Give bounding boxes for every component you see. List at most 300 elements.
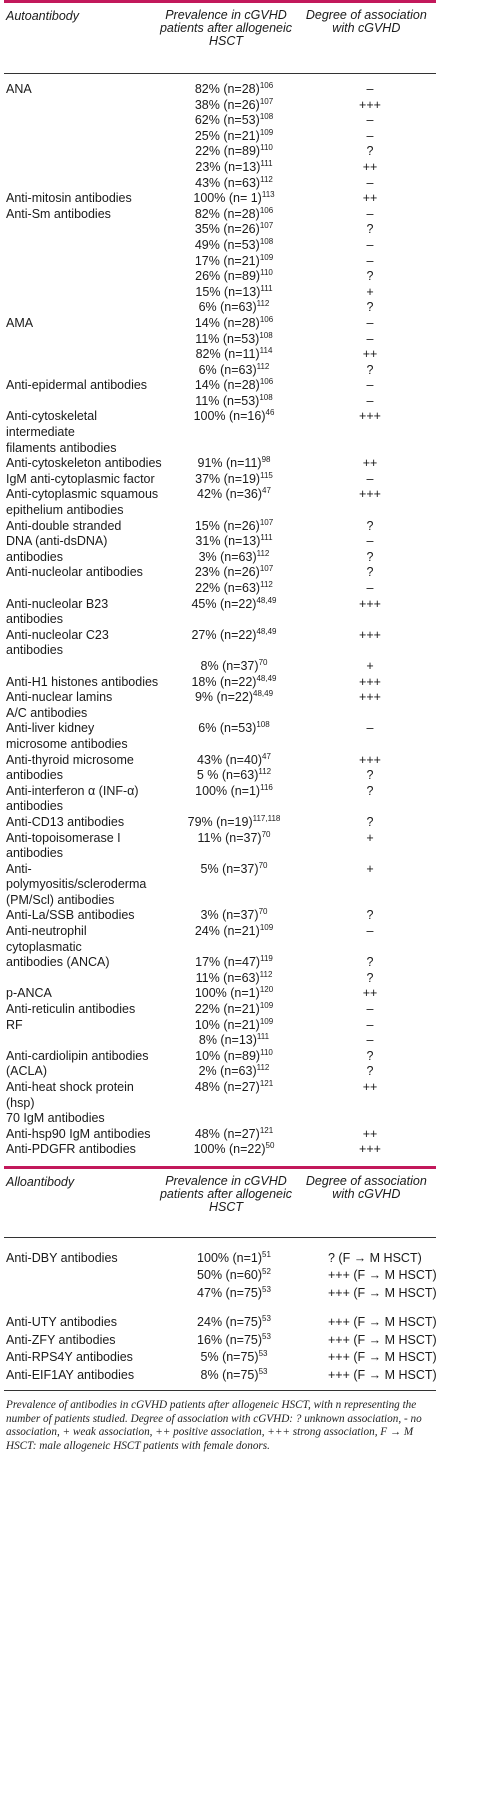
association-degree: +++ (F → M HSCT) (328, 1268, 437, 1283)
antibody-name: Anti-epidermal antibodies (6, 378, 148, 393)
reference-superscript: 111 (260, 283, 273, 293)
antibody-name: Anti-nuclear lamins (6, 690, 113, 705)
prevalence-cell (164, 1064, 304, 1080)
reference-superscript: 108 (259, 236, 274, 246)
prevalence-value: 22% (n=21) (194, 1002, 260, 1017)
table-row (4, 1250, 436, 1268)
prevalence-value: 100% (n=1) (195, 783, 261, 798)
prevalence-cell (164, 456, 304, 472)
prevalence-value: 26% (n=89) (195, 269, 261, 284)
table-row (4, 893, 436, 909)
prevalence-value: 79% (n=19) (187, 814, 253, 829)
prevalence-cell (164, 82, 304, 98)
prevalence-value: 100% (n=16) (193, 409, 266, 424)
antibody-name: Anti-RPS4Y antibodies (6, 1350, 133, 1365)
antibody-name (4, 971, 164, 987)
association-degree: + (366, 284, 374, 299)
prevalence-value: 43% (n=63) (195, 175, 261, 190)
reference-superscript: 114 (259, 345, 273, 355)
reference-superscript: 70 (258, 657, 268, 667)
reference-superscript: 53 (258, 1366, 268, 1376)
association-degree: ? (366, 814, 374, 829)
table1-header-autoantibody: Autoantibody (6, 9, 79, 23)
table-row (4, 534, 436, 550)
association-degree: ? (366, 955, 374, 970)
reference-superscript: 48,49 (256, 673, 277, 683)
prevalence-value: 27% (n=22) (191, 627, 257, 642)
antibody-name (4, 1267, 164, 1285)
prevalence-value: 9% (n=22) (194, 690, 253, 705)
reference-superscript: 112 (256, 1063, 270, 1073)
prevalence-cell (164, 550, 304, 566)
table-row (4, 690, 436, 706)
reference-superscript: 107 (259, 96, 274, 106)
reference-superscript: 119 (260, 954, 273, 964)
table-row (4, 1285, 436, 1303)
antibody-name: Anti-heat shock protein (hsp) (6, 1080, 134, 1110)
prevalence-value: 11% (n=53) (195, 331, 260, 346)
table-row (4, 285, 436, 301)
prevalence-value: 5 % (n=63) (196, 768, 259, 783)
association-degree: + (366, 861, 374, 876)
prevalence-cell (164, 986, 304, 1002)
antibody-name (4, 363, 164, 379)
antibody-name: antibodies (6, 768, 63, 783)
table-row (4, 862, 436, 893)
association-degree: ? (366, 269, 374, 284)
table-row (4, 581, 436, 597)
reference-superscript: 111 (260, 533, 273, 543)
reference-superscript: 109 (259, 1000, 274, 1010)
table-row (4, 550, 436, 566)
table-row (4, 144, 436, 160)
reference-superscript: 51 (262, 1249, 271, 1259)
association-degree (304, 441, 436, 457)
prevalence-cell (164, 254, 304, 270)
reference-superscript: 108 (259, 112, 274, 122)
prevalence-value: 45% (n=22) (191, 596, 257, 611)
association-degree: – (366, 581, 374, 595)
reference-superscript: 108 (259, 330, 273, 340)
antibody-name (4, 1285, 164, 1303)
association-degree: +++ (359, 674, 381, 689)
prevalence-cell (164, 784, 304, 800)
table-row (4, 254, 436, 270)
prevalence-value: 8% (n=37) (200, 658, 259, 673)
association-degree: ? (366, 783, 374, 798)
reference-superscript: 110 (260, 1047, 273, 1057)
association-degree (304, 846, 436, 862)
reference-superscript: 112 (256, 361, 270, 371)
prevalence-cell (164, 1018, 304, 1034)
prevalence-cell (164, 472, 304, 488)
table1-header (4, 3, 436, 73)
reference-superscript: 117,118 (252, 813, 281, 823)
prevalence-cell (164, 721, 304, 737)
association-degree: – (366, 253, 374, 268)
antibody-name: Anti-H1 histones antibodies (6, 674, 159, 689)
association-degree: ++ (362, 347, 378, 362)
prevalence-cell (164, 659, 304, 675)
prevalence-value: 37% (n=19) (195, 471, 261, 486)
reference-superscript: 112 (259, 969, 273, 979)
antibody-name: Anti-hsp90 IgM antibodies (6, 1126, 151, 1141)
association-degree: – (366, 924, 374, 939)
prevalence-value: 35% (n=26) (194, 222, 260, 237)
association-degree: ? (366, 565, 374, 580)
table-caption: Prevalence of antibodies in cGVHD patients after allogeneic HSCT, with n representing the number of patients studied. Degree of association with cGVHD: ? unknown association, - no association, + weak association, ++ positive association, +++ strong association, F → M HSCT: male allogeneic HSCT patients with female donors. (6, 1399, 422, 1452)
antibody-name: Anti-cytoskeleton antibodies (6, 456, 162, 471)
association-degree: ++ (362, 1080, 378, 1094)
prevalence-cell (164, 1332, 304, 1350)
table-row (4, 269, 436, 285)
association-degree: – (366, 721, 374, 736)
association-degree: ? (366, 362, 374, 377)
table-page (4, 0, 436, 1453)
prevalence-cell (164, 1349, 304, 1367)
table-row (4, 971, 436, 987)
reference-superscript: 70 (261, 829, 271, 839)
reference-superscript: 120 (259, 985, 274, 995)
prevalence-value: 31% (n=13) (195, 534, 261, 549)
prevalence-cell (164, 1033, 304, 1049)
table-row (4, 300, 436, 316)
table-row (4, 831, 436, 847)
reference-superscript: 50 (265, 1141, 275, 1151)
prevalence-cell (164, 113, 304, 129)
table-row (4, 191, 436, 207)
association-degree: +++ (359, 409, 381, 424)
antibody-name: Anti-cardiolipin antibodies (6, 1048, 149, 1063)
table-row (4, 1332, 436, 1350)
prevalence-cell (164, 394, 304, 410)
prevalence-value: 18% (n=22) (191, 674, 257, 689)
reference-superscript: 110 (260, 267, 273, 277)
prevalence-cell (164, 862, 304, 893)
antibody-name: Anti-nucleolar antibodies (6, 565, 143, 580)
reference-superscript: 113 (261, 190, 275, 199)
association-degree: ++ (362, 986, 378, 1001)
prevalence-cell (164, 409, 304, 440)
table-row (4, 487, 436, 503)
prevalence-cell (164, 191, 304, 207)
prevalence-cell (164, 1080, 304, 1111)
prevalence-cell (164, 207, 304, 223)
reference-superscript: 106 (259, 205, 274, 215)
association-degree: +++ (359, 1142, 381, 1157)
reference-superscript: 116 (260, 782, 273, 792)
prevalence-value: 2% (n=63) (198, 1064, 257, 1079)
association-degree: +++ (359, 690, 381, 705)
prevalence-cell (164, 831, 304, 847)
association-degree: +++ (F → M HSCT) (328, 1350, 437, 1365)
reference-superscript: 115 (260, 470, 273, 480)
table-row (4, 176, 436, 192)
prevalence-value: 8% (n=75) (200, 1367, 259, 1382)
prevalence-value: 82% (n=28) (194, 206, 260, 221)
prevalence-value: 8% (n=13) (198, 1033, 257, 1048)
prevalence-value: 6% (n=63) (198, 300, 257, 315)
association-degree: + (366, 658, 374, 673)
prevalence-value: 24% (n=21) (194, 924, 260, 939)
association-degree: ? (F → M HSCT) (328, 1250, 422, 1265)
table-row (4, 737, 436, 753)
table-row (4, 316, 436, 332)
antibody-name: Anti-nucleolar B23 antibodies (6, 596, 109, 627)
antibody-name: Anti-DBY antibodies (6, 1250, 118, 1265)
prevalence-value: 49% (n=53) (194, 237, 260, 252)
antibody-name (4, 581, 164, 597)
reference-superscript: 53 (258, 1349, 268, 1359)
prevalence-cell (164, 363, 304, 379)
association-degree: – (366, 82, 374, 96)
table-row (4, 1267, 436, 1285)
antibody-name: Anti-ZFY antibodies (6, 1332, 116, 1347)
reference-superscript: 111 (256, 1032, 270, 1042)
table-row (4, 113, 436, 129)
association-degree: ? (366, 518, 374, 533)
antibody-name: Anti-polymyositis/scleroderma (6, 861, 147, 892)
table1-header-association: Degree of association with cGVHD (305, 8, 427, 35)
prevalence-value: 82% (n=11) (195, 347, 260, 362)
association-degree (304, 893, 436, 909)
association-degree: – (366, 315, 374, 330)
reference-superscript: 107 (259, 564, 274, 574)
reference-superscript: 112 (256, 299, 270, 309)
table-row (4, 394, 436, 410)
association-degree: – (366, 471, 374, 486)
table-row (4, 1349, 436, 1367)
antibody-name: microsome antibodies (6, 736, 128, 751)
antibody-name (4, 347, 164, 363)
prevalence-cell (164, 269, 304, 285)
antibody-name: Anti-interferon α (INF-α) (6, 783, 139, 798)
reference-superscript: 107 (259, 221, 274, 231)
table-row (4, 908, 436, 924)
antibody-name: IgM anti-cytoplasmic factor (6, 471, 155, 486)
reference-superscript: 48,49 (256, 595, 277, 605)
reference-superscript: 48,49 (256, 626, 277, 636)
association-degree: ? (366, 300, 374, 315)
reference-superscript: 46 (265, 408, 275, 418)
prevalence-cell (164, 1367, 304, 1385)
prevalence-value: 91% (n=11) (197, 456, 262, 471)
reference-superscript: 70 (258, 907, 268, 917)
table-row (4, 628, 436, 659)
prevalence-value: 48% (n=27) (194, 1126, 260, 1141)
table-row (4, 1002, 436, 1018)
antibody-name: Anti-CD13 antibodies (6, 814, 125, 829)
association-degree: ? (366, 144, 374, 159)
association-degree: ? (366, 1064, 374, 1079)
table-row (4, 768, 436, 784)
antibody-name (4, 254, 164, 270)
prevalence-cell (164, 238, 304, 254)
reference-superscript: 111 (260, 158, 273, 168)
prevalence-cell (164, 1267, 304, 1285)
prevalence-cell (164, 706, 304, 722)
prevalence-cell (164, 1142, 304, 1158)
table-row (4, 82, 436, 98)
prevalence-value: 16% (n=75) (197, 1332, 263, 1347)
prevalence-value: 43% (n=40) (197, 752, 263, 767)
prevalence-value: 11% (n=37) (197, 830, 262, 845)
association-degree: – (366, 1002, 374, 1017)
association-degree (304, 799, 436, 815)
reference-superscript: 53 (262, 1284, 271, 1294)
reference-superscript: 108 (256, 720, 270, 730)
prevalence-cell (164, 955, 304, 971)
prevalence-cell (164, 316, 304, 332)
prevalence-cell (164, 1127, 304, 1143)
reference-superscript: 107 (259, 517, 274, 527)
reference-superscript: 112 (260, 174, 273, 184)
association-degree: +++ (F → M HSCT) (328, 1332, 437, 1347)
table-row (4, 1302, 436, 1314)
antibody-name: Anti-neutrophil cytoplasmatic (6, 924, 87, 954)
antibody-name: ANA (6, 82, 32, 96)
table-row (4, 347, 436, 363)
table-row (4, 503, 436, 519)
table-row (4, 1314, 436, 1332)
prevalence-value: 17% (n=47) (195, 955, 261, 970)
prevalence-value: 22% (n=63) (195, 581, 261, 595)
antibody-name: antibodies (6, 846, 63, 861)
reference-superscript: 112 (258, 766, 272, 776)
antibody-name: (ACLA) (6, 1064, 47, 1079)
prevalence-value: 14% (n=28) (194, 315, 260, 330)
table-row (4, 986, 436, 1002)
table-row (4, 955, 436, 971)
association-degree: – (366, 175, 374, 190)
prevalence-cell (164, 487, 304, 503)
prevalence-value: 17% (n=21) (194, 253, 260, 268)
prevalence-value: 100% (n= 1) (193, 191, 262, 206)
reference-superscript: 106 (259, 80, 274, 90)
table-row (4, 207, 436, 223)
association-degree: – (366, 378, 374, 393)
prevalence-value: 15% (n=13) (195, 284, 261, 299)
antibody-name (4, 1302, 164, 1314)
antibody-name: (PM/Scl) antibodies (6, 892, 115, 907)
prevalence-cell (164, 908, 304, 924)
reference-superscript: 112 (260, 579, 273, 589)
table-row (4, 409, 436, 440)
reference-superscript: 47 (262, 751, 271, 761)
association-degree (304, 706, 436, 722)
reference-superscript: 70 (258, 860, 268, 870)
association-degree: ++ (362, 159, 378, 174)
table-row (4, 222, 436, 238)
prevalence-cell (164, 1111, 304, 1127)
reference-superscript: 53 (262, 1314, 271, 1324)
prevalence-value: 62% (n=53) (194, 113, 260, 128)
association-degree: ? (366, 1048, 374, 1063)
antibody-name (4, 176, 164, 192)
prevalence-value: 100% (n=22) (193, 1142, 266, 1157)
antibody-name: Anti-UTY antibodies (6, 1315, 117, 1330)
antibody-name: Anti-La/SSB antibodies (6, 908, 135, 923)
table2-header-prevalence: Prevalence in cGVHD patients after allogeneic HSCT (159, 1173, 292, 1214)
prevalence-cell (164, 300, 304, 316)
prevalence-cell (164, 846, 304, 862)
prevalence-value: 25% (n=21) (194, 128, 260, 143)
antibody-name: filaments antibodies (6, 440, 117, 455)
antibody-name: AMA (6, 315, 34, 330)
prevalence-value: 11% (n=53) (195, 393, 260, 408)
association-degree: – (366, 1033, 374, 1048)
prevalence-cell (164, 628, 304, 659)
prevalence-value: 38% (n=26) (194, 97, 260, 112)
prevalence-cell (164, 503, 304, 519)
antibody-name (4, 160, 164, 176)
association-degree: +++ (F → M HSCT) (328, 1315, 437, 1330)
table2-header (4, 1169, 436, 1237)
table-row (4, 238, 436, 254)
association-degree: +++ (359, 97, 381, 112)
prevalence-value: 22% (n=89) (195, 144, 261, 159)
reference-superscript: 106 (259, 377, 274, 387)
prevalence-cell (164, 98, 304, 114)
prevalence-cell (164, 1314, 304, 1332)
association-degree (304, 1302, 436, 1314)
prevalence-value: 6% (n=53) (198, 721, 257, 736)
reference-superscript: 98 (261, 455, 271, 465)
table-row (4, 565, 436, 581)
antibody-name: Anti-reticulin antibodies (6, 1002, 136, 1017)
prevalence-value: 15% (n=26) (194, 518, 260, 533)
table-row (4, 1064, 436, 1080)
reference-superscript: 110 (260, 143, 273, 153)
table-row (4, 784, 436, 800)
table-row (4, 1127, 436, 1143)
prevalence-value: 48% (n=27) (194, 1080, 260, 1094)
prevalence-value: 6% (n=63) (198, 362, 257, 377)
prevalence-cell (164, 971, 304, 987)
antibody-name: Anti-EIF1AY antibodies (6, 1367, 135, 1382)
antibody-name: epithelium antibodies (6, 503, 124, 518)
association-degree: ++ (362, 191, 378, 206)
antibody-name: antibodies (6, 799, 63, 814)
antibody-name: Anti-mitosin antibodies (6, 191, 132, 206)
antibody-name: p-ANCA (6, 986, 52, 1001)
antibody-name: Anti-double stranded (6, 518, 122, 533)
association-degree (304, 1111, 436, 1127)
prevalence-cell (164, 222, 304, 238)
prevalence-value: 14% (n=28) (194, 378, 260, 393)
antibody-name (4, 98, 164, 114)
table-row (4, 1367, 436, 1385)
association-degree: +++ (359, 752, 381, 767)
table-row (4, 846, 436, 862)
association-degree: + (366, 830, 374, 845)
prevalence-cell (164, 799, 304, 815)
table-row (4, 441, 436, 457)
table-row (4, 659, 436, 675)
prevalence-cell (164, 815, 304, 831)
prevalence-value: 5% (n=75) (200, 1350, 259, 1365)
prevalence-cell (164, 534, 304, 550)
table-row (4, 1018, 436, 1034)
prevalence-value: 23% (n=13) (195, 159, 261, 174)
antibody-name: Anti-liver kidney (6, 721, 95, 736)
prevalence-cell (164, 565, 304, 581)
reference-superscript: 53 (262, 1331, 271, 1341)
association-degree: ? (366, 970, 374, 985)
antibody-name: A/C antibodies (6, 705, 88, 720)
table2-header-association: Degree of association with cGVHD (305, 1173, 427, 1201)
prevalence-cell (164, 675, 304, 691)
